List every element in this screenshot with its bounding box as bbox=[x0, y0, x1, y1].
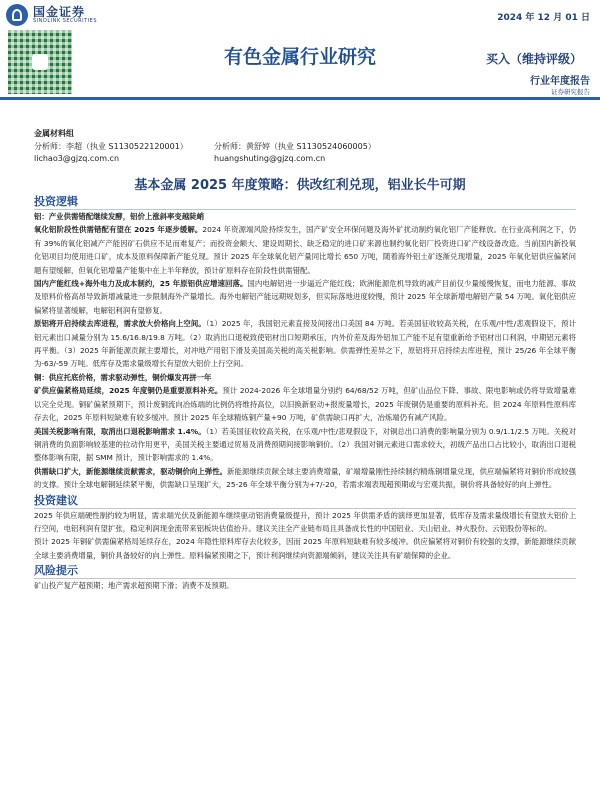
report-headline: 基本金属 2025 年度策略：供改红利兑现，铝业长牛可期 bbox=[134, 178, 466, 193]
report-date: 2024 年 12 月 01 日 bbox=[497, 13, 590, 23]
paragraph bbox=[34, 277, 576, 317]
report-body bbox=[34, 193, 576, 593]
section-title-risk: 风险提示 bbox=[34, 563, 576, 579]
logo-name-en: SINOLINK SECURITIES bbox=[33, 18, 97, 24]
logo-icon bbox=[6, 4, 28, 26]
advice-paragraph: 预计 2025 年铜矿供需偏紧格局延续存在，2024 年隐性原料库存去化较多，因而 2025 年原料短缺难有较多缓冲。供应偏紧将对铜价有较强的支撑，新能源继续贡献全球主要消费增量，铜价具备较好的向上弹性。原料偏紧预期之下，预计利润继续向资源端倾斜，建议关注具有矿端保障的企业。 bbox=[34, 537, 576, 560]
paragraph-body: 预计 2024-2026 年全球增量分别约 64/68/52 万吨，但矿山品位下降、事故、限电影响或仍将导致增量难以完全兑现。铜矿偏紧预期下，预计废铜流向冶炼端的比例仍将维持高位，以旧换新驱动+报废量增长，2025 年废铜仍是重要的原料补充。但 2024 年原料性原料库存去化，2025 年原料短缺难有较多缓冲。预计 2025 年全球精炼铜产量+90 万吨，矿供需缺口再扩大，冶炼端仍有减产风险。 bbox=[34, 386, 576, 423]
subhead-copper: 铜：供应托底价格，需求驱动弹性，铜价爆发再拼一年 bbox=[34, 372, 212, 382]
top-bar bbox=[0, 0, 600, 38]
section-title-advice: 投资建议 bbox=[34, 493, 576, 509]
paragraph-body: 新能源继续贡献全球主要消费增量，矿端增量刚性持续制约精炼铜增量兑现，供应端偏紧将对铜价形成较强的支撑。预计全球电解铜延续紧平衡，供需缺口呈现扩大，25-26 年全球平衡分别为+7/-20，若需求端表现超预期或与宏观共振，铜价将具备较好的向上弹性。 bbox=[34, 466, 576, 490]
header-divider bbox=[0, 97, 600, 100]
page-title: 有色金属行业研究 bbox=[223, 46, 376, 68]
rating-badge: 买入（维持评级） bbox=[485, 52, 582, 66]
paragraph bbox=[34, 317, 576, 371]
paragraph bbox=[34, 384, 576, 424]
paragraph-lead: 氧化铝阶段性供需错配有望在 2025 年逐步缓解。 bbox=[34, 225, 203, 235]
paragraph bbox=[34, 425, 576, 465]
analyst-email-link[interactable]: huangshuting@gjzq.com.cn bbox=[214, 153, 326, 163]
analyst-email-link[interactable]: lichao3@gjzq.com.cn bbox=[34, 153, 120, 163]
logo-name: 国金证券 bbox=[33, 5, 86, 19]
team-name: 金属材料组 bbox=[34, 129, 74, 138]
risk-paragraph: 矿山投产复产超预期；地产需求超预期下滑；消费不及预期。 bbox=[34, 581, 234, 591]
paragraph-body: 国内电解铝进一步逼近产能红线；欧洲能源危机导致的减产目前仅少量缓慢恢复，而电力能源、事故及原料价格高昂导致新增减量进一步限制海外产量增长。海外电解铝产能远期规划多，但实际落地进度较慢，预计 2025 年全球新增电解铝产量 54 万吨。氧化铝供应偏紧将显著缓解，电解铝利润有望修复。 bbox=[34, 279, 576, 315]
section-title-logic: 投资逻辑 bbox=[34, 194, 576, 210]
advice-paragraph: 2025 年供应端硬性制约较为明显，需求端光伏及新能源车继续驱动铝消费量级提升，预计 2025 年供需矛盾的演绎更加显著，低库存及需求量级增长有望放大铝价上行空间，电铝利润有望扩张，稳定利润现金流带来铝板块估值抬升。建议关注全产业链布局且具备成长性的中国铝业、天山铝业、神火股份、云铝股份等标的。 bbox=[34, 510, 576, 533]
logo bbox=[6, 4, 97, 26]
paragraph bbox=[34, 465, 576, 492]
paragraph-lead: 原铝将开启持续去库进程，需求放大价格向上空间。 bbox=[34, 319, 206, 329]
analyst-list bbox=[34, 140, 574, 164]
paragraph bbox=[34, 223, 576, 277]
paragraph-lead: 矿供应偏紧格局延续，2025 年度铜仍是重要原料补充。 bbox=[34, 386, 223, 396]
analyst-label: 分析师：黄舒婷（执业 S1130524060005） bbox=[214, 141, 376, 151]
subhead-aluminum: 铝：产业供需错配继续发酵，铝价上涨斜率变越陡峭 bbox=[34, 212, 204, 221]
paragraph-lead: 美国关税影响有限，取消出口退税影响需求 1.4%。 bbox=[34, 426, 206, 436]
paragraph-body: （1）若美国征收较高关税，在乐观/中性/悲观假设下，对铜总出口消费的影响量分别为 0.9/1.1/2.5 万吨。关税对铜消费的负面影响较基建的拉动作用更平，美国关税主要通过贸易及消费预期间接影响铜价。（2）我国对铜元素进口需求较大，初级产品出口占比较小，取消出口退税整体影响有限，据 SMM 预计，预计影响需求的 1.4%。 bbox=[34, 426, 576, 463]
department-label: 证券研究报告 bbox=[551, 88, 590, 96]
report-type: 行业年度报告 bbox=[530, 76, 590, 87]
paragraph-body: 2024 年资源端风险持续发生，国产矿安全环保问题及海外矿扰动制约氧化铝厂产能释放。在行业高利润之下，仍有 39%的氧化铝减产产能因矿石供应不足而难复产；而投资金额大、建设周期长、缺乏稳定的进口矿来源也制约氧化铝厂投资进口矿产线设备改造。当前国内新投氧化铝项目均使用进口矿，成本及原料保障新产能兑现。预计 2025 年全球氧化铝产量同比增长 650 万吨，随着海外铝土矿逐渐兑现增量，2025 年氧化铝供应偏紧问题有望缓解，但氧化铝增量产能集中在上半年释放，预计矿原料存在阶段性供需错配。 bbox=[34, 225, 576, 275]
paragraph-lead: 国内产能红线+海外电力及成本制约，25 年原铝供应增速回落。 bbox=[34, 279, 248, 289]
paragraph-lead: 供需缺口扩大，新能源继续贡献需求，驱动铜价向上弹性。 bbox=[34, 466, 228, 476]
analyst-label: 分析师：李超（执业 S1130522120001） bbox=[34, 141, 188, 151]
paragraph-body: （1）2025 年，我国铝元素直接及间接出口美国 84 万吨。若美国征收较高关税，在乐观/中性/悲观假设下，预计铝元素出口减量分别为 15.6/16.8/19.8 万吨。（2）取消出口退税致使铝材出口短期承压，内外价差及海外铝加工产能不足有望重新给予铝材出口利润，中期铝元素将再平衡。（3）2025 年新能源贡献主要增长，对冲地产用铝下滑及美国高关税的高关税影响。供需弹性差异之下，原铝将开启持续去库进程，预计 25/26 年全球平衡为-63/-59 万吨。低库存及需求量级增长有望放大铝价上行空间。 bbox=[34, 319, 576, 369]
